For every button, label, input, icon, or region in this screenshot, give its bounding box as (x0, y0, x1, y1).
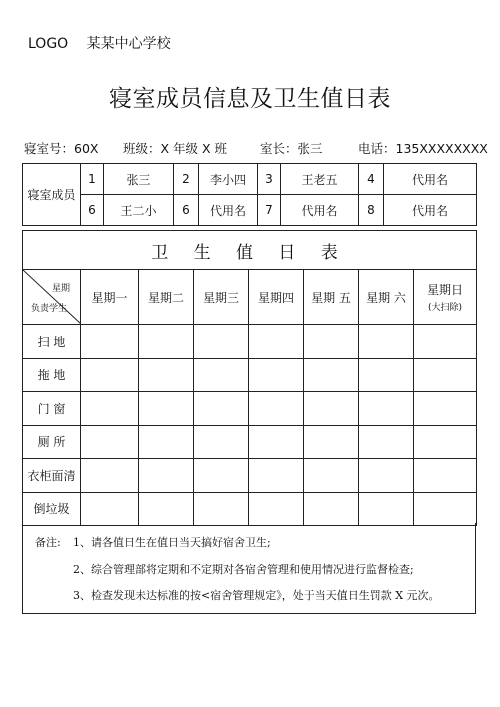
duty-cell (359, 325, 414, 359)
note-item: 2、综合管理部将定期和不定期对各宿舍管理和使用情况进行监督检查; (73, 563, 414, 576)
duty-cell (359, 492, 414, 526)
duty-cell (81, 392, 139, 426)
duty-cell (194, 492, 249, 526)
day-header: 星期一 (81, 270, 139, 325)
members-table (22, 163, 477, 226)
member-number: 8 (359, 195, 384, 226)
task-label: 拖 地 (23, 358, 81, 392)
duty-cell (81, 358, 139, 392)
day-header: 星期三 (194, 270, 249, 325)
day-header: 星期四 (249, 270, 304, 325)
room-number: 寝室号：60X (24, 141, 99, 156)
duty-cell (249, 325, 304, 359)
duty-cell (359, 459, 414, 493)
sunday-label: 星期日 (426, 283, 463, 297)
task-label: 扫 地 (23, 325, 81, 359)
duty-cell (304, 325, 359, 359)
duty-cell (304, 492, 359, 526)
member-name: 代用名 (384, 164, 477, 195)
task-label: 倒垃圾 (23, 492, 81, 526)
duty-cell (359, 392, 414, 426)
note-item: 1、请各值日生在值日当天搞好宿舍卫生; (73, 536, 271, 549)
duty-cell (139, 492, 194, 526)
member-number: 6 (174, 195, 199, 226)
duty-cell (414, 425, 477, 459)
duty-cell (414, 459, 477, 493)
diagonal-divider (23, 270, 81, 324)
duty-cell (81, 459, 139, 493)
duty-cell (81, 492, 139, 526)
member-name: 代用名 (384, 195, 477, 226)
member-name: 李小四 (199, 164, 258, 195)
day-header: 星期 六 (359, 270, 414, 325)
member-name: 代用名 (281, 195, 359, 226)
school-name: 某某中心学校 (86, 36, 171, 52)
member-name: 王老五 (281, 164, 359, 195)
members-label: 寝室成员 (23, 164, 81, 226)
duty-title: 卫 生 值 日 表 (23, 231, 477, 270)
task-label: 厕 所 (23, 425, 81, 459)
sunday-note: (大扫除) (427, 303, 463, 313)
class-info: 班级：X 年级 X 班 (123, 141, 228, 156)
duty-cell (249, 425, 304, 459)
corner-label-weekday: 星期 (51, 284, 70, 294)
member-number: 4 (359, 164, 384, 195)
task-label: 门 窗 (23, 392, 81, 426)
duty-table (22, 230, 477, 526)
member-number: 6 (81, 195, 104, 226)
member-number: 1 (81, 164, 104, 195)
note-item: 3、检查发现未达标准的按<宿舍管理规定》，处于当天值日生罚款 X 元次。 (73, 589, 440, 602)
duty-cell (249, 459, 304, 493)
duty-cell (139, 459, 194, 493)
day-header-sunday (414, 270, 477, 325)
duty-cell (139, 325, 194, 359)
page-header (28, 33, 171, 53)
duty-cell (194, 425, 249, 459)
page-title: 寝室成员信息及卫生值日表 (109, 86, 391, 112)
day-header: 星期二 (139, 270, 194, 325)
member-number: 3 (258, 164, 281, 195)
duty-cell (304, 459, 359, 493)
member-name: 王二小 (104, 195, 174, 226)
duty-cell (139, 425, 194, 459)
duty-cell (414, 392, 477, 426)
duty-cell (81, 425, 139, 459)
corner-header (23, 270, 81, 325)
room-leader: 室长：张三 (260, 141, 323, 156)
duty-cell (359, 425, 414, 459)
day-header: 星期 五 (304, 270, 359, 325)
duty-cell (304, 392, 359, 426)
duty-cell (249, 358, 304, 392)
duty-cell (304, 425, 359, 459)
corner-label-student: 负责学生 (31, 304, 68, 314)
member-number: 7 (258, 195, 281, 226)
duty-cell (81, 325, 139, 359)
duty-cell (194, 358, 249, 392)
duty-cell (249, 392, 304, 426)
phone-number: 电话：135XXXXXXXX (358, 141, 488, 156)
duty-cell (139, 358, 194, 392)
duty-cell (414, 325, 477, 359)
member-number: 2 (174, 164, 199, 195)
duty-cell (194, 392, 249, 426)
member-name: 代用名 (199, 195, 258, 226)
notes-label: 备注: (35, 536, 61, 549)
task-label: 衣柜面清 (23, 459, 81, 493)
duty-cell (359, 358, 414, 392)
duty-cell (304, 358, 359, 392)
duty-cell (249, 492, 304, 526)
member-name: 张三 (104, 164, 174, 195)
duty-cell (139, 392, 194, 426)
duty-cell (414, 358, 477, 392)
duty-cell (414, 492, 477, 526)
duty-cell (194, 459, 249, 493)
duty-cell (194, 325, 249, 359)
logo: LOGO (28, 36, 69, 52)
notes-box (22, 523, 476, 614)
